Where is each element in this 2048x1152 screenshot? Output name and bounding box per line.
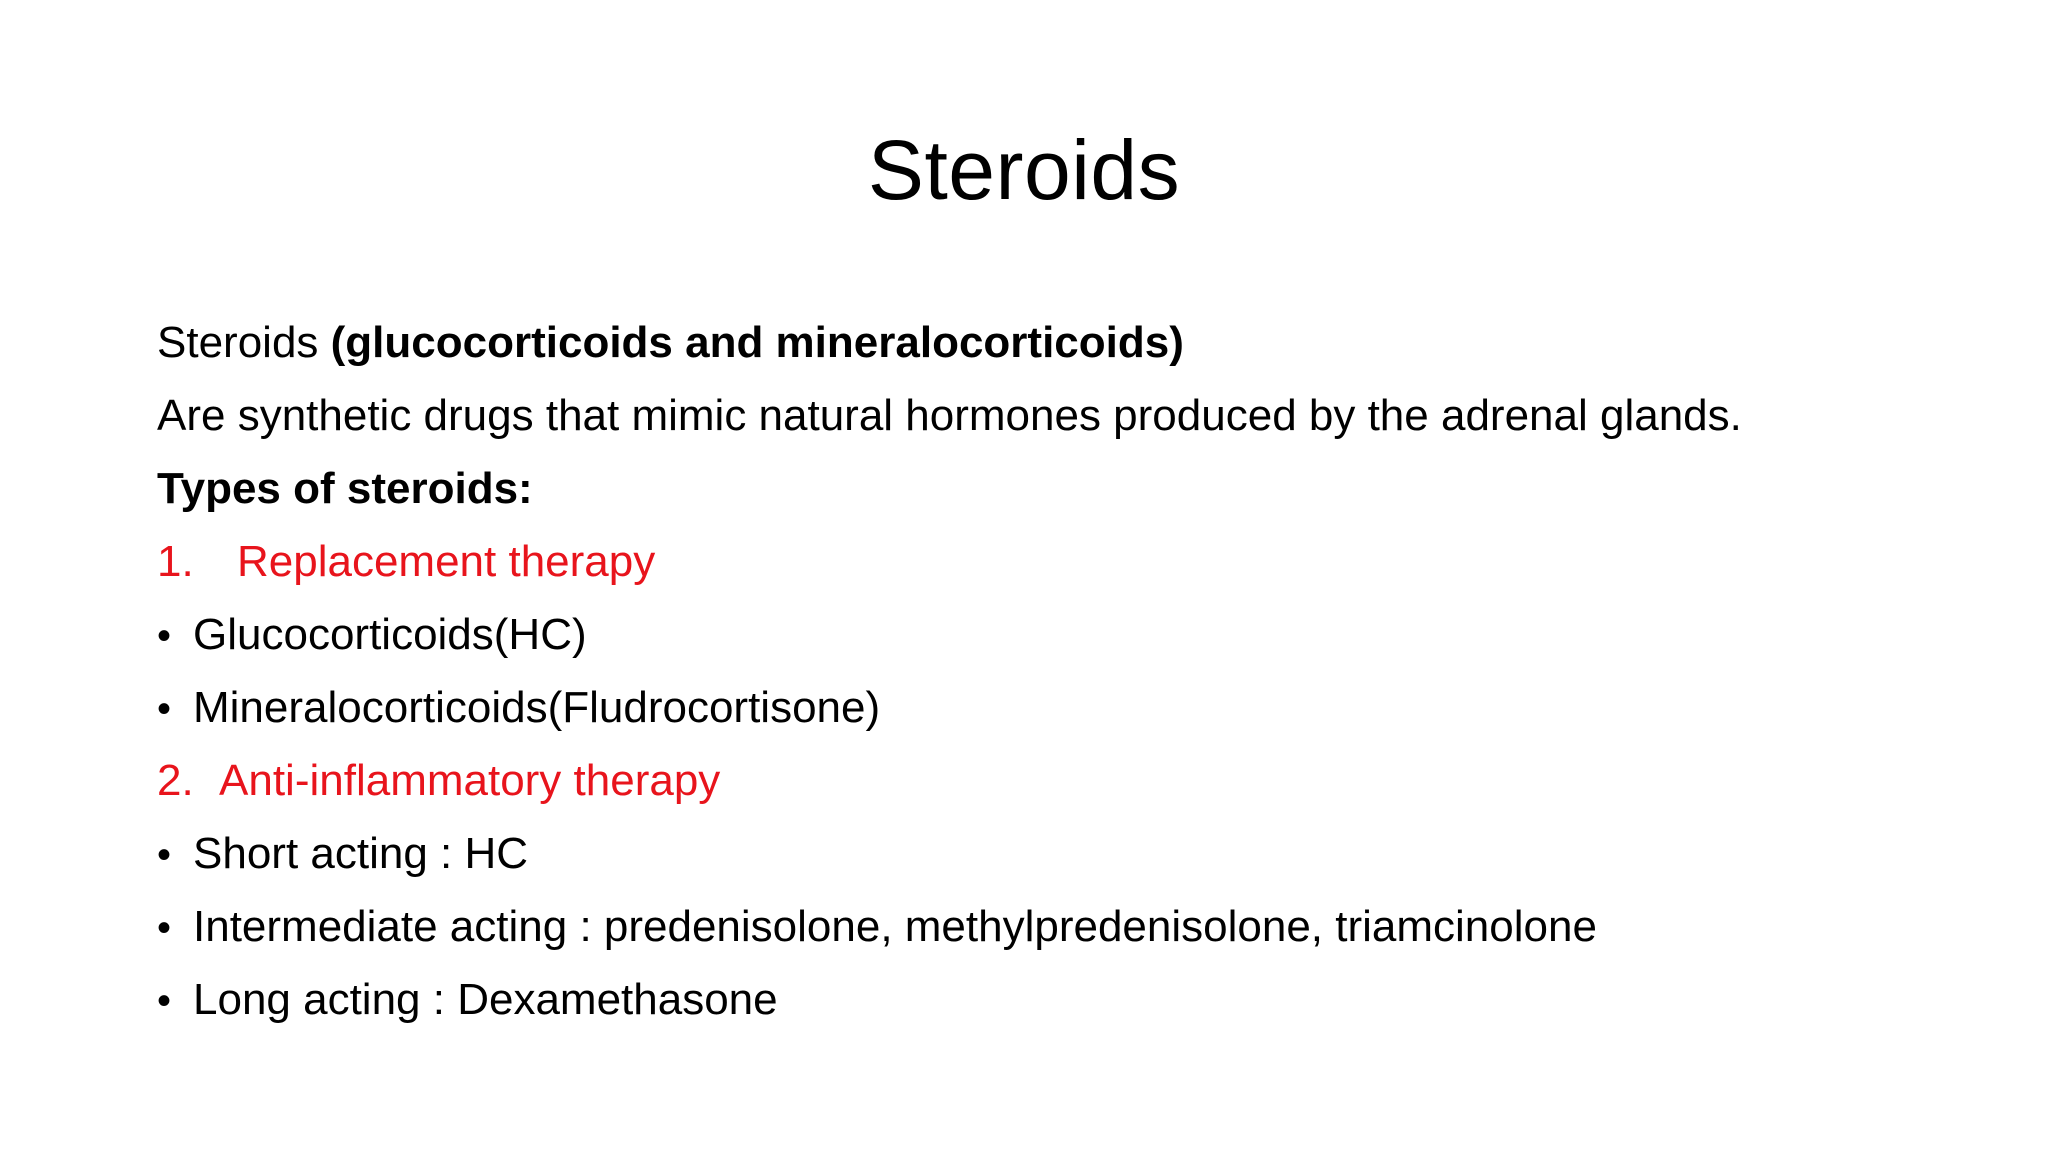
section-heading-label: Anti-inflammatory therapy [219,756,721,805]
list-item-text: Short acting : HC [193,829,529,878]
section-heading-anti-inflammatory [157,744,1977,817]
list-item-text: Glucocorticoids(HC) [193,610,587,659]
list-item-text: Intermediate acting : predenisolone, methylpredenisolone, triamcinolone [193,902,1597,951]
bullet-icon: • [157,906,172,950]
bullet-icon: • [157,979,172,1023]
bullet-icon: • [157,687,172,731]
list-item-text: Mineralocorticoids(Fludrocortisone) [193,683,881,732]
slide-title: Steroids [867,123,1181,217]
intro-line [157,306,1977,379]
list-item [157,598,1977,671]
section-heading-replacement [157,525,1977,598]
list-item [157,890,1977,963]
list-item [157,671,1977,744]
bullet-icon: • [157,833,172,877]
definition-line: Are synthetic drugs that mimic natural hormones produced by the adrenal glands. [157,391,1742,440]
section-number: 1. [157,537,194,586]
intro-prefix: Steroids [157,318,331,367]
section-number: 2. [157,756,194,805]
intro-bold: (glucocorticoids and mineralocorticoids) [330,318,1184,367]
bullet-icon: • [157,614,172,658]
list-item [157,963,1977,1036]
list-item-text: Long acting : Dexamethasone [193,975,778,1024]
list-item [157,817,1977,890]
types-heading: Types of steroids: [157,464,533,513]
slide-body [157,306,1977,1036]
section-heading-label: Replacement therapy [237,537,656,586]
